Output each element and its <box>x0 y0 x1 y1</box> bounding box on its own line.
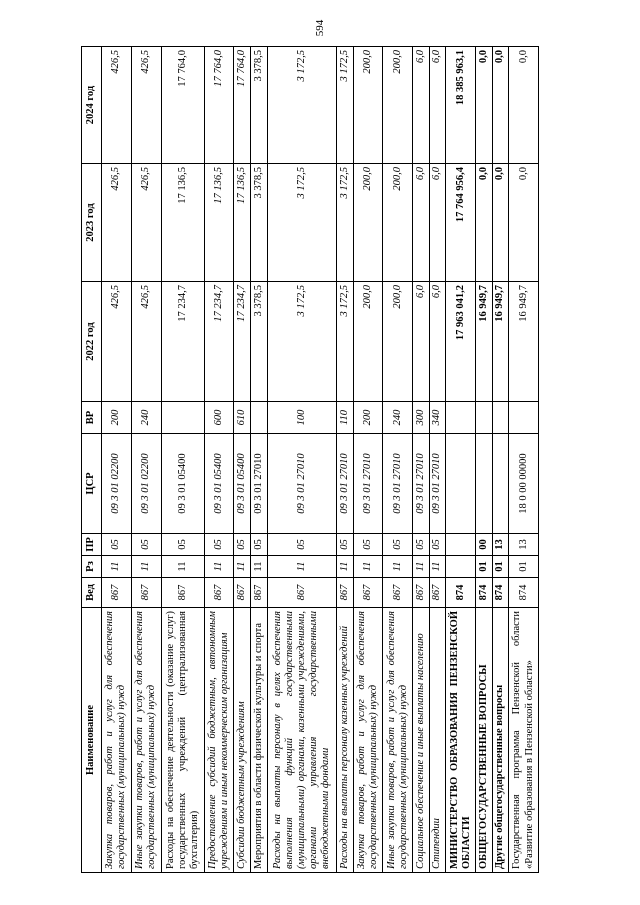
row-ved: 867 <box>250 578 267 608</box>
row-name: Государственная программа Пензенской области «Развитие образования в Пензенской области» <box>509 608 539 873</box>
row-2022: 17 963 041,2 <box>446 282 476 402</box>
row-ved: 867 <box>267 578 337 608</box>
row-pr: 05 <box>234 534 251 556</box>
table-row <box>204 47 234 873</box>
row-csr <box>492 434 509 534</box>
row-pr: 05 <box>267 534 337 556</box>
header-2024: 2024 год <box>82 47 102 164</box>
header-ved: Вед <box>82 578 102 608</box>
header-rz: Рз <box>82 556 102 578</box>
row-pr: 13 <box>509 534 539 556</box>
row-vr: 240 <box>131 402 161 434</box>
row-name: Расходы на выплаты персоналу в целях обеспечения выполнения функций государственными (муниципальными) органами, казенными учреждениями, органами управления государственными внебюджетными фондами <box>267 608 337 873</box>
row-name: Расходы на выплаты персоналу казенных учреждений <box>337 608 354 873</box>
table-row <box>250 47 267 873</box>
row-2022: 426,5 <box>102 282 132 402</box>
row-name: Расходы на обеспечение деятельности (оказание услуг) государственных учреждений (централизованная бухгалтерия) <box>161 608 204 873</box>
table-row <box>509 47 539 873</box>
row-2024: 18 385 963,1 <box>446 47 476 164</box>
row-2023: 6,0 <box>413 164 430 282</box>
row-name: Другие общегосударственные вопросы <box>492 608 509 873</box>
row-name: Иные закупки товаров, работ и услуг для обеспечения государственных (муниципальных) нужд <box>383 608 413 873</box>
row-2024: 426,5 <box>131 47 161 164</box>
row-rz: 11 <box>161 556 204 578</box>
row-ved: 867 <box>337 578 354 608</box>
row-2023: 17 136,5 <box>234 164 251 282</box>
row-csr <box>476 434 493 534</box>
row-pr: 00 <box>476 534 493 556</box>
row-2022: 16 949,7 <box>476 282 493 402</box>
row-2024: 3 172,5 <box>337 47 354 164</box>
row-pr: 05 <box>250 534 267 556</box>
row-csr: 09 3 01 27010 <box>250 434 267 534</box>
row-2024: 0,0 <box>476 47 493 164</box>
row-rz: 11 <box>353 556 383 578</box>
row-2024: 200,0 <box>353 47 383 164</box>
row-2024: 200,0 <box>383 47 413 164</box>
row-2023: 3 172,5 <box>337 164 354 282</box>
row-ved: 874 <box>476 578 493 608</box>
row-pr: 05 <box>204 534 234 556</box>
row-ved: 867 <box>429 578 446 608</box>
row-name: Предоставление субсидий бюджетным, автономным учреждениям и иным некоммерческим организациям <box>204 608 234 873</box>
row-rz: 11 <box>250 556 267 578</box>
row-csr: 09 3 01 27010 <box>267 434 337 534</box>
row-vr <box>446 402 476 434</box>
table-row <box>492 47 509 873</box>
row-ved: 867 <box>204 578 234 608</box>
row-rz: 11 <box>337 556 354 578</box>
row-pr: 13 <box>492 534 509 556</box>
row-ved: 867 <box>413 578 430 608</box>
row-2023: 3 172,5 <box>267 164 337 282</box>
row-csr: 09 3 01 05400 <box>204 434 234 534</box>
row-pr: 05 <box>383 534 413 556</box>
row-2024: 17 764,0 <box>161 47 204 164</box>
row-rz: 11 <box>413 556 430 578</box>
row-2023: 426,5 <box>102 164 132 282</box>
row-2024: 3 172,5 <box>267 47 337 164</box>
row-csr: 09 3 01 27010 <box>353 434 383 534</box>
row-vr <box>250 402 267 434</box>
row-2023: 0,0 <box>476 164 493 282</box>
row-2022: 6,0 <box>413 282 430 402</box>
row-csr <box>446 434 476 534</box>
row-2022: 200,0 <box>383 282 413 402</box>
row-2022: 6,0 <box>429 282 446 402</box>
row-rz: 11 <box>204 556 234 578</box>
row-csr: 09 3 01 27010 <box>383 434 413 534</box>
row-name: Закупка товаров, работ и услуг для обеспечения государственных (муниципальных) нужд <box>102 608 132 873</box>
table-row <box>337 47 354 873</box>
row-ved: 867 <box>161 578 204 608</box>
row-rz: 11 <box>267 556 337 578</box>
row-vr: 340 <box>429 402 446 434</box>
row-ved: 867 <box>353 578 383 608</box>
row-csr: 09 3 01 27010 <box>413 434 430 534</box>
row-rz: 01 <box>476 556 493 578</box>
table-row <box>476 47 493 873</box>
table-row <box>446 47 476 873</box>
row-name: Мероприятия в области физической культуры и спорта <box>250 608 267 873</box>
row-rz: 01 <box>509 556 539 578</box>
row-2024: 17 764,0 <box>204 47 234 164</box>
row-2022: 16 949,7 <box>492 282 509 402</box>
row-vr: 240 <box>383 402 413 434</box>
row-2023: 17 764 956,4 <box>446 164 476 282</box>
header-2023: 2023 год <box>82 164 102 282</box>
row-ved: 867 <box>383 578 413 608</box>
row-name: Социальное обеспечение и иные выплаты населению <box>413 608 430 873</box>
row-csr: 09 3 01 27010 <box>429 434 446 534</box>
row-2024: 0,0 <box>492 47 509 164</box>
row-2023: 200,0 <box>353 164 383 282</box>
row-rz: 11 <box>102 556 132 578</box>
row-2022: 200,0 <box>353 282 383 402</box>
row-ved: 867 <box>102 578 132 608</box>
row-2022: 3 172,5 <box>267 282 337 402</box>
row-vr <box>161 402 204 434</box>
row-pr <box>446 534 476 556</box>
row-pr: 05 <box>131 534 161 556</box>
row-2024: 17 764,0 <box>234 47 251 164</box>
row-vr: 110 <box>337 402 354 434</box>
row-csr: 09 3 01 05400 <box>234 434 251 534</box>
row-vr <box>492 402 509 434</box>
row-vr: 200 <box>353 402 383 434</box>
row-2024: 426,5 <box>102 47 132 164</box>
row-2024: 6,0 <box>413 47 430 164</box>
row-vr: 200 <box>102 402 132 434</box>
row-2023: 17 136,5 <box>204 164 234 282</box>
row-csr: 09 3 01 27010 <box>337 434 354 534</box>
table-row <box>353 47 383 873</box>
table-row <box>131 47 161 873</box>
row-ved: 867 <box>131 578 161 608</box>
table-row <box>161 47 204 873</box>
table-row <box>102 47 132 873</box>
row-2022: 16 949,7 <box>509 282 539 402</box>
row-rz <box>446 556 476 578</box>
row-csr: 18 0 00 00000 <box>509 434 539 534</box>
row-2022: 3 378,5 <box>250 282 267 402</box>
table-row <box>234 47 251 873</box>
row-2023: 3 378,5 <box>250 164 267 282</box>
row-2023: 17 136,5 <box>161 164 204 282</box>
page-number: 594 <box>314 19 326 37</box>
row-2022: 17 234,7 <box>204 282 234 402</box>
table-row <box>383 47 413 873</box>
row-vr: 100 <box>267 402 337 434</box>
row-ved: 867 <box>234 578 251 608</box>
row-2023: 0,0 <box>509 164 539 282</box>
row-vr: 300 <box>413 402 430 434</box>
row-pr: 05 <box>353 534 383 556</box>
header-pr: ПР <box>82 534 102 556</box>
row-rz: 11 <box>383 556 413 578</box>
row-2024: 3 378,5 <box>250 47 267 164</box>
row-csr: 09 3 01 02200 <box>102 434 132 534</box>
row-name: ОБЩЕГОСУДАРСТВЕННЫЕ ВОПРОСЫ <box>476 608 493 873</box>
row-2022: 426,5 <box>131 282 161 402</box>
row-pr: 05 <box>429 534 446 556</box>
header-name: Наименование <box>82 608 102 873</box>
row-rz: 01 <box>492 556 509 578</box>
row-2023: 200,0 <box>383 164 413 282</box>
table-header-row <box>82 47 102 873</box>
row-name: Закупка товаров, работ и услуг для обеспечения государственных (муниципальных) нужд <box>353 608 383 873</box>
row-2022: 17 234,7 <box>161 282 204 402</box>
row-2022: 3 172,5 <box>337 282 354 402</box>
header-2022: 2022 год <box>82 282 102 402</box>
row-vr: 610 <box>234 402 251 434</box>
row-ved: 874 <box>492 578 509 608</box>
table-row <box>267 47 337 873</box>
row-2022: 17 234,7 <box>234 282 251 402</box>
row-2023: 426,5 <box>131 164 161 282</box>
row-pr: 05 <box>337 534 354 556</box>
row-rz: 11 <box>429 556 446 578</box>
row-pr: 05 <box>161 534 204 556</box>
row-name: МИНИСТЕРСТВО ОБРАЗОВАНИЯ ПЕНЗЕНСКОЙ ОБЛАСТИ <box>446 608 476 873</box>
header-csr: ЦСР <box>82 434 102 534</box>
budget-table <box>81 46 539 873</box>
row-2024: 6,0 <box>429 47 446 164</box>
row-vr: 600 <box>204 402 234 434</box>
row-vr <box>509 402 539 434</box>
row-csr: 09 3 01 02200 <box>131 434 161 534</box>
row-2023: 0,0 <box>492 164 509 282</box>
row-csr: 09 3 01 05400 <box>161 434 204 534</box>
table-row <box>429 47 446 873</box>
row-name: Иные закупки товаров, работ и услуг для обеспечения государственных (муниципальных) нужд <box>131 608 161 873</box>
row-pr: 05 <box>102 534 132 556</box>
row-name: Субсидии бюджетным учреждениям <box>234 608 251 873</box>
row-pr: 05 <box>413 534 430 556</box>
row-ved: 874 <box>509 578 539 608</box>
rotated-table-wrapper <box>81 47 539 873</box>
row-ved: 874 <box>446 578 476 608</box>
row-vr <box>476 402 493 434</box>
row-rz: 11 <box>131 556 161 578</box>
row-2024: 0,0 <box>509 47 539 164</box>
row-2023: 6,0 <box>429 164 446 282</box>
row-name: Стипендии <box>429 608 446 873</box>
table-row <box>413 47 430 873</box>
header-vr: ВР <box>82 402 102 434</box>
row-rz: 11 <box>234 556 251 578</box>
